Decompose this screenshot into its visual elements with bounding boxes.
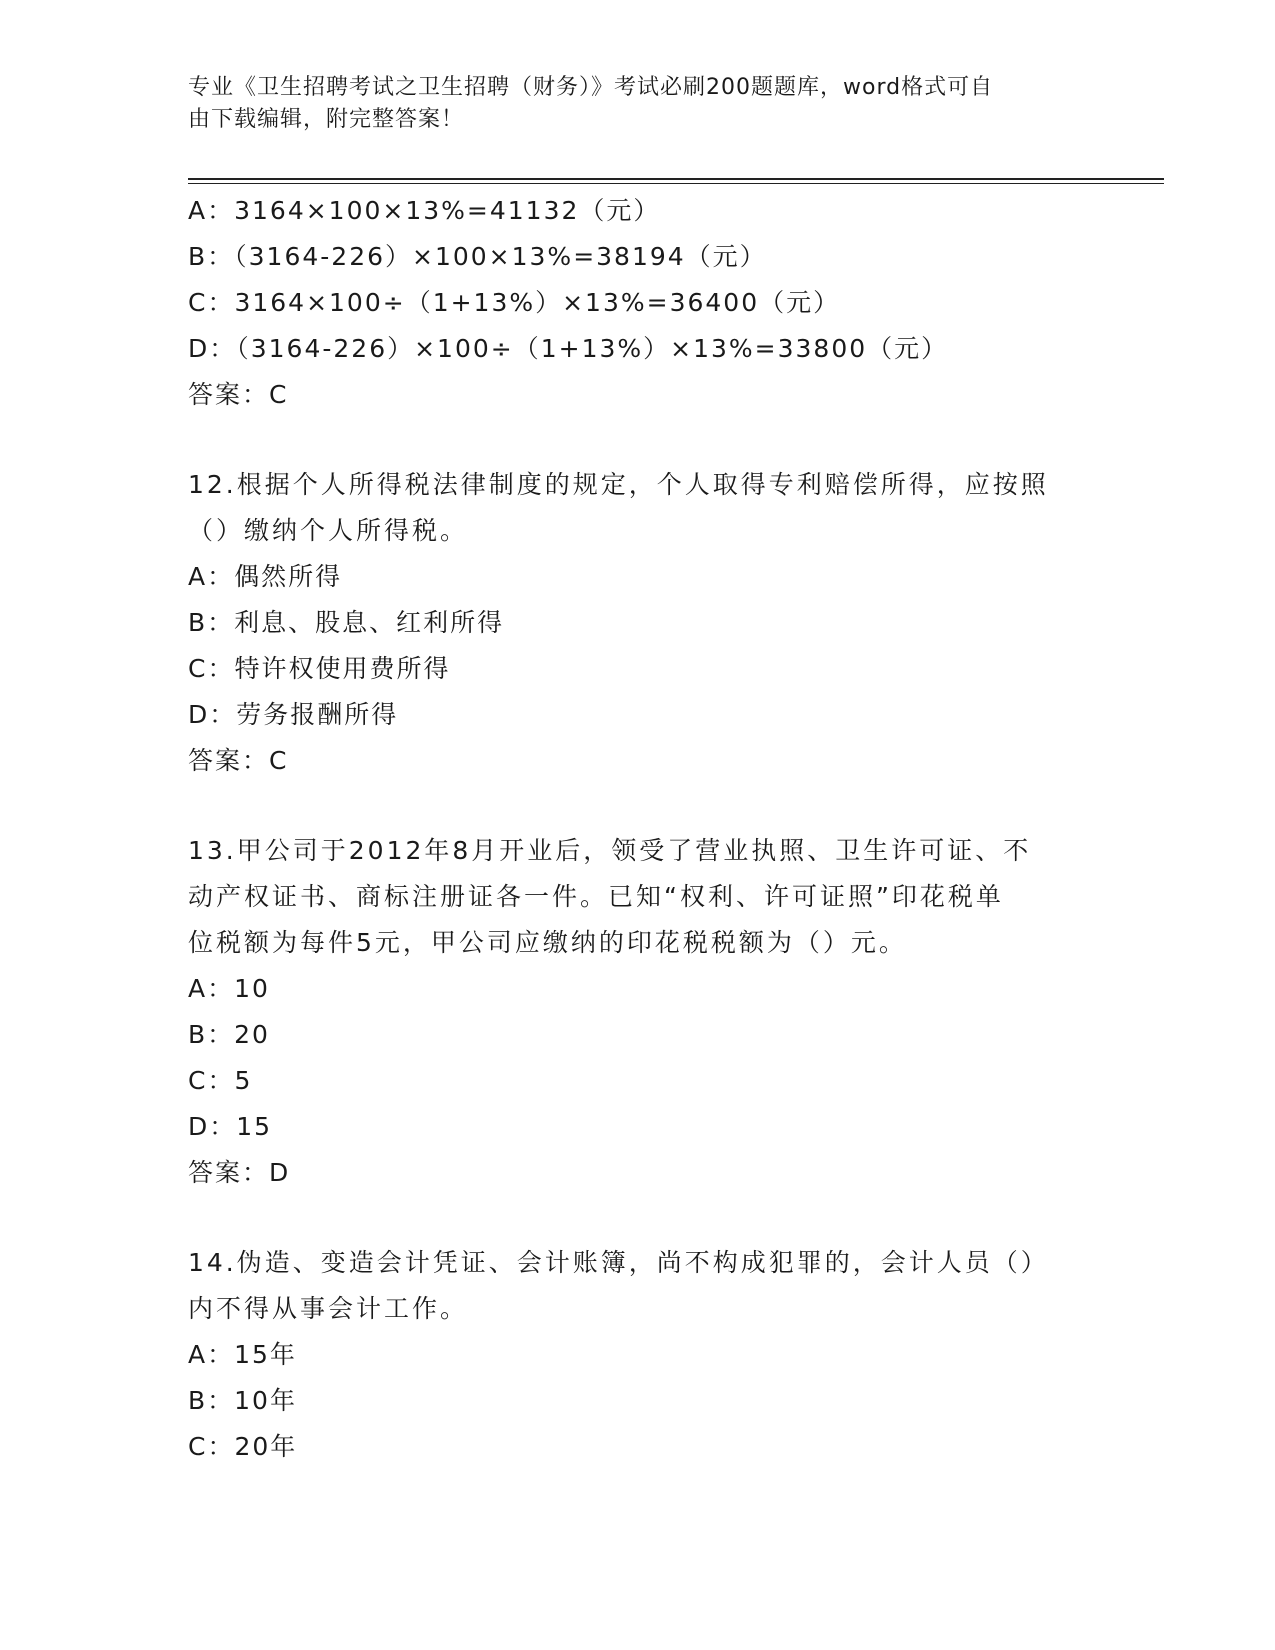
question-13 (188, 828, 1088, 1196)
question-line: 动产权证书、商标注册证各一件。已知“权利、许可证照”印花税单 (188, 882, 1004, 911)
question-line: 内不得从事会计工作。 (188, 1294, 469, 1323)
answer: 答案：C (188, 380, 289, 409)
answer: 答案：D (188, 1158, 291, 1187)
question-14 (188, 1240, 1088, 1470)
document-header (188, 72, 1088, 136)
question-text (188, 828, 1088, 966)
question-text (188, 1240, 1088, 1332)
option-a: A：10 (188, 974, 270, 1003)
header-line-2: 由下载编辑，附完整答案！ (188, 107, 465, 132)
option-c: C：20年 (188, 1432, 298, 1461)
option-d: D：劳务报酬所得 (188, 700, 399, 729)
question-line: （）缴纳个人所得税。 (188, 516, 469, 545)
question-line: 13.甲公司于2012年8月开业后，领受了营业执照、卫生许可证、不 (188, 836, 1032, 865)
option-d: D：（3164-226）×100÷（1+13%）×13%=33800（元） (188, 334, 949, 363)
header-line-1: 专业《卫生招聘考试之卫生招聘（财务）》考试必刷200题题库，word格式可自 (188, 75, 994, 100)
document-body (188, 188, 1088, 1470)
option-c: C：特许权使用费所得 (188, 654, 451, 683)
option-b: B：利息、股息、红利所得 (188, 608, 505, 637)
question-12 (188, 462, 1088, 784)
option-b: B：20 (188, 1020, 270, 1049)
option-a: A：3164×100×13%=41132（元） (188, 196, 661, 225)
question-line: 位税额为每件5元，甲公司应缴纳的印花税税额为（）元。 (188, 928, 907, 957)
option-b: B：10年 (188, 1386, 297, 1415)
option-a: A：偶然所得 (188, 562, 343, 591)
header-divider-thin (188, 183, 1164, 184)
header-divider-thick (188, 178, 1164, 180)
question-text (188, 462, 1088, 554)
option-c: C：3164×100÷（1+13%）×13%=36400（元） (188, 288, 841, 317)
option-d: D：15 (188, 1112, 273, 1141)
question-line: 12.根据个人所得税法律制度的规定，个人取得专利赔偿所得，应按照 (188, 470, 1049, 499)
option-c: C：5 (188, 1066, 253, 1095)
answer: 答案：C (188, 746, 289, 775)
option-a: A：15年 (188, 1340, 297, 1369)
question-line: 14.伪造、变造会计凭证、会计账簿，尚不构成犯罪的，会计人员（） (188, 1248, 1049, 1277)
option-b: B：（3164-226）×100×13%=38194（元） (188, 242, 767, 271)
question-11 (188, 188, 1088, 418)
